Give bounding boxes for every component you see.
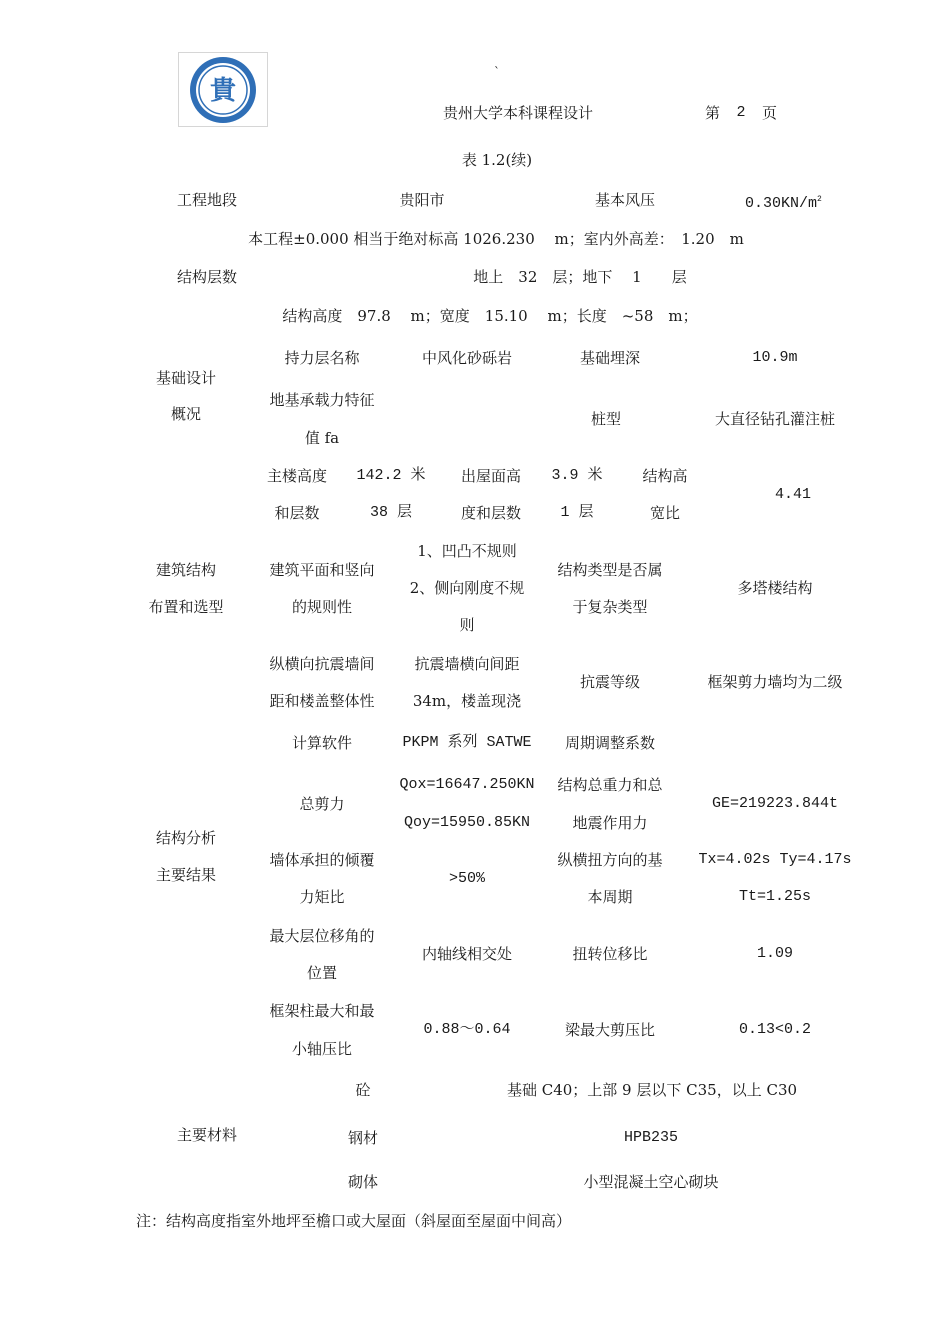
- wall-spacing-value: 抗震墙横向间距: [414, 655, 520, 673]
- drift-label: 最大层位移角的: [269, 927, 375, 945]
- site-label: 工程地段: [176, 191, 238, 209]
- roof-floors-value: 1 层: [560, 504, 594, 521]
- gravity-label: 结构总重力和总: [557, 776, 663, 794]
- period-label: 纵横扭方向的基: [557, 851, 663, 869]
- masonry-label: 砌体: [347, 1173, 379, 1191]
- main-height-label-2: 和层数: [274, 504, 320, 522]
- steel-value: HPB235: [623, 1129, 679, 1146]
- period-label-2: 本周期: [587, 888, 633, 906]
- gravity-label-2: 地震作用力: [572, 814, 648, 832]
- bearing-layer-value: 中风化砂砾岩: [421, 349, 513, 367]
- axial-ratio-label-2: 小轴压比: [291, 1040, 353, 1058]
- floors-value: 地上 32 层；地下 1 层: [473, 268, 687, 286]
- aspect-ratio-label: 结构高: [642, 467, 688, 485]
- page-number: 2: [736, 104, 746, 121]
- main-floors-value: 38 层: [369, 504, 413, 521]
- complex-type-value: 多塔楼结构: [737, 579, 813, 597]
- torsion-ratio-label: 扭转位移比: [572, 945, 648, 963]
- elevation-line: 本工程±0.000 相当于绝对标高 1026.230 m；室内外高差： 1.20 m: [248, 230, 744, 248]
- drift-value: 内轴线相交处: [421, 945, 513, 963]
- main-height-label: 主楼高度: [266, 467, 328, 485]
- roof-label: 出屋面高: [460, 467, 522, 485]
- arrangement-group-label-2: 布置和选型: [148, 598, 224, 616]
- drift-label-2: 位置: [306, 964, 338, 982]
- analysis-group-label-2: 主要结果: [155, 866, 217, 884]
- analysis-group-label: 结构分析: [155, 829, 217, 847]
- overturn-label: 墙体承担的倾覆: [269, 851, 375, 869]
- roof-height-value: 3.9 米: [551, 467, 603, 484]
- arrangement-group-label: 建筑结构: [155, 561, 217, 579]
- header-mark: `: [494, 65, 500, 79]
- foundation-group-label-2: 概况: [170, 405, 202, 423]
- steel-label: 钢材: [347, 1129, 379, 1147]
- foundation-group-label: 基础设计: [155, 369, 217, 387]
- beam-shear-value: 0.13<0.2: [738, 1021, 812, 1038]
- capacity-label-2: 值 fa: [304, 429, 340, 447]
- depth-label: 基础埋深: [579, 349, 641, 367]
- shear-y-value: Qoy=15950.85KN: [403, 814, 531, 831]
- period-factor-label: 周期调整系数: [564, 734, 656, 752]
- torsion-ratio-value: 1.09: [756, 945, 794, 962]
- gravity-value: GE=219223.844t: [711, 795, 839, 812]
- table-title: 表 1.2(续): [461, 151, 533, 169]
- total-shear-label: 总剪力: [299, 795, 345, 813]
- overturn-value: >50%: [448, 870, 486, 887]
- dimensions-line: 结构高度 97.8 m；宽度 15.10 m；长度 ~58 m；: [282, 307, 698, 325]
- aspect-ratio-value: 4.41: [774, 486, 812, 503]
- floors-label: 结构层数: [176, 268, 238, 286]
- site-value: 贵阳市: [399, 191, 445, 209]
- overturn-label-2: 力矩比: [299, 888, 345, 906]
- pile-type-label: 桩型: [590, 410, 622, 428]
- axial-ratio-value: 0.88～0.64: [423, 1021, 511, 1038]
- regularity-value-3: 则: [459, 616, 475, 634]
- wall-spacing-label: 纵横向抗震墙间: [269, 655, 375, 673]
- complex-type-label-2: 于复杂类型: [572, 598, 648, 616]
- axial-ratio-label: 框架柱最大和最: [269, 1002, 375, 1020]
- wall-spacing-value-2: 34m，楼盖现浇: [412, 692, 522, 710]
- main-height-value: 142.2 米: [356, 467, 426, 484]
- university-logo: [178, 52, 268, 127]
- complex-type-label: 结构类型是否属: [557, 561, 663, 579]
- materials-group-label: 主要材料: [176, 1126, 238, 1144]
- software-label: 计算软件: [291, 734, 353, 752]
- concrete-value: 基础 C40；上部 9 层以下 C35，以上 C30: [506, 1081, 798, 1099]
- shear-x-value: Qox=16647.250KN: [399, 776, 535, 793]
- school-title: 贵州大学本科课程设计: [442, 104, 594, 122]
- concrete-label: 砼: [355, 1081, 371, 1099]
- roof-label-2: 度和层数: [460, 504, 522, 522]
- aspect-ratio-label-2: 宽比: [649, 504, 681, 522]
- depth-value: 10.9m: [752, 349, 798, 366]
- wind-unit-sup: 2: [817, 195, 822, 204]
- beam-shear-label: 梁最大剪压比: [564, 1021, 656, 1039]
- regularity-label: 建筑平面和竖向: [269, 561, 375, 579]
- torsion-period-value: Tt=1.25s: [738, 888, 812, 905]
- university-seal-icon: [188, 55, 258, 125]
- bearing-layer-label: 持力层名称: [284, 349, 360, 367]
- seismic-grade-label: 抗震等级: [579, 673, 641, 691]
- regularity-value: 1、凹凸不规则: [417, 542, 517, 560]
- software-value: PKPM 系列 SATWE: [402, 734, 532, 751]
- logo-char: 貴: [209, 76, 237, 106]
- capacity-label: 地基承载力特征: [269, 391, 375, 409]
- period-value: Tx=4.02s Ty=4.17s: [698, 851, 852, 868]
- masonry-value: 小型混凝土空心砌块: [583, 1173, 719, 1191]
- footnote: 注：结构高度指室外地坪至檐口或大屋面（斜屋面至屋面中间高）: [136, 1212, 572, 1230]
- page-label-suffix: 页: [762, 104, 778, 122]
- wall-spacing-label-2: 距和楼盖整体性: [269, 692, 375, 710]
- regularity-value-2: 2、侧向刚度不规: [409, 579, 525, 597]
- wind-label: 基本风压: [594, 191, 656, 209]
- seismic-grade-value: 框架剪力墙均为二级: [707, 673, 843, 691]
- regularity-label-2: 的规则性: [291, 598, 353, 616]
- wind-value: $0.30KN/m^2$: [745, 195, 822, 212]
- page-label-prefix: 第: [705, 104, 721, 122]
- pile-type-value: 大直径钻孔灌注桩: [714, 410, 836, 428]
